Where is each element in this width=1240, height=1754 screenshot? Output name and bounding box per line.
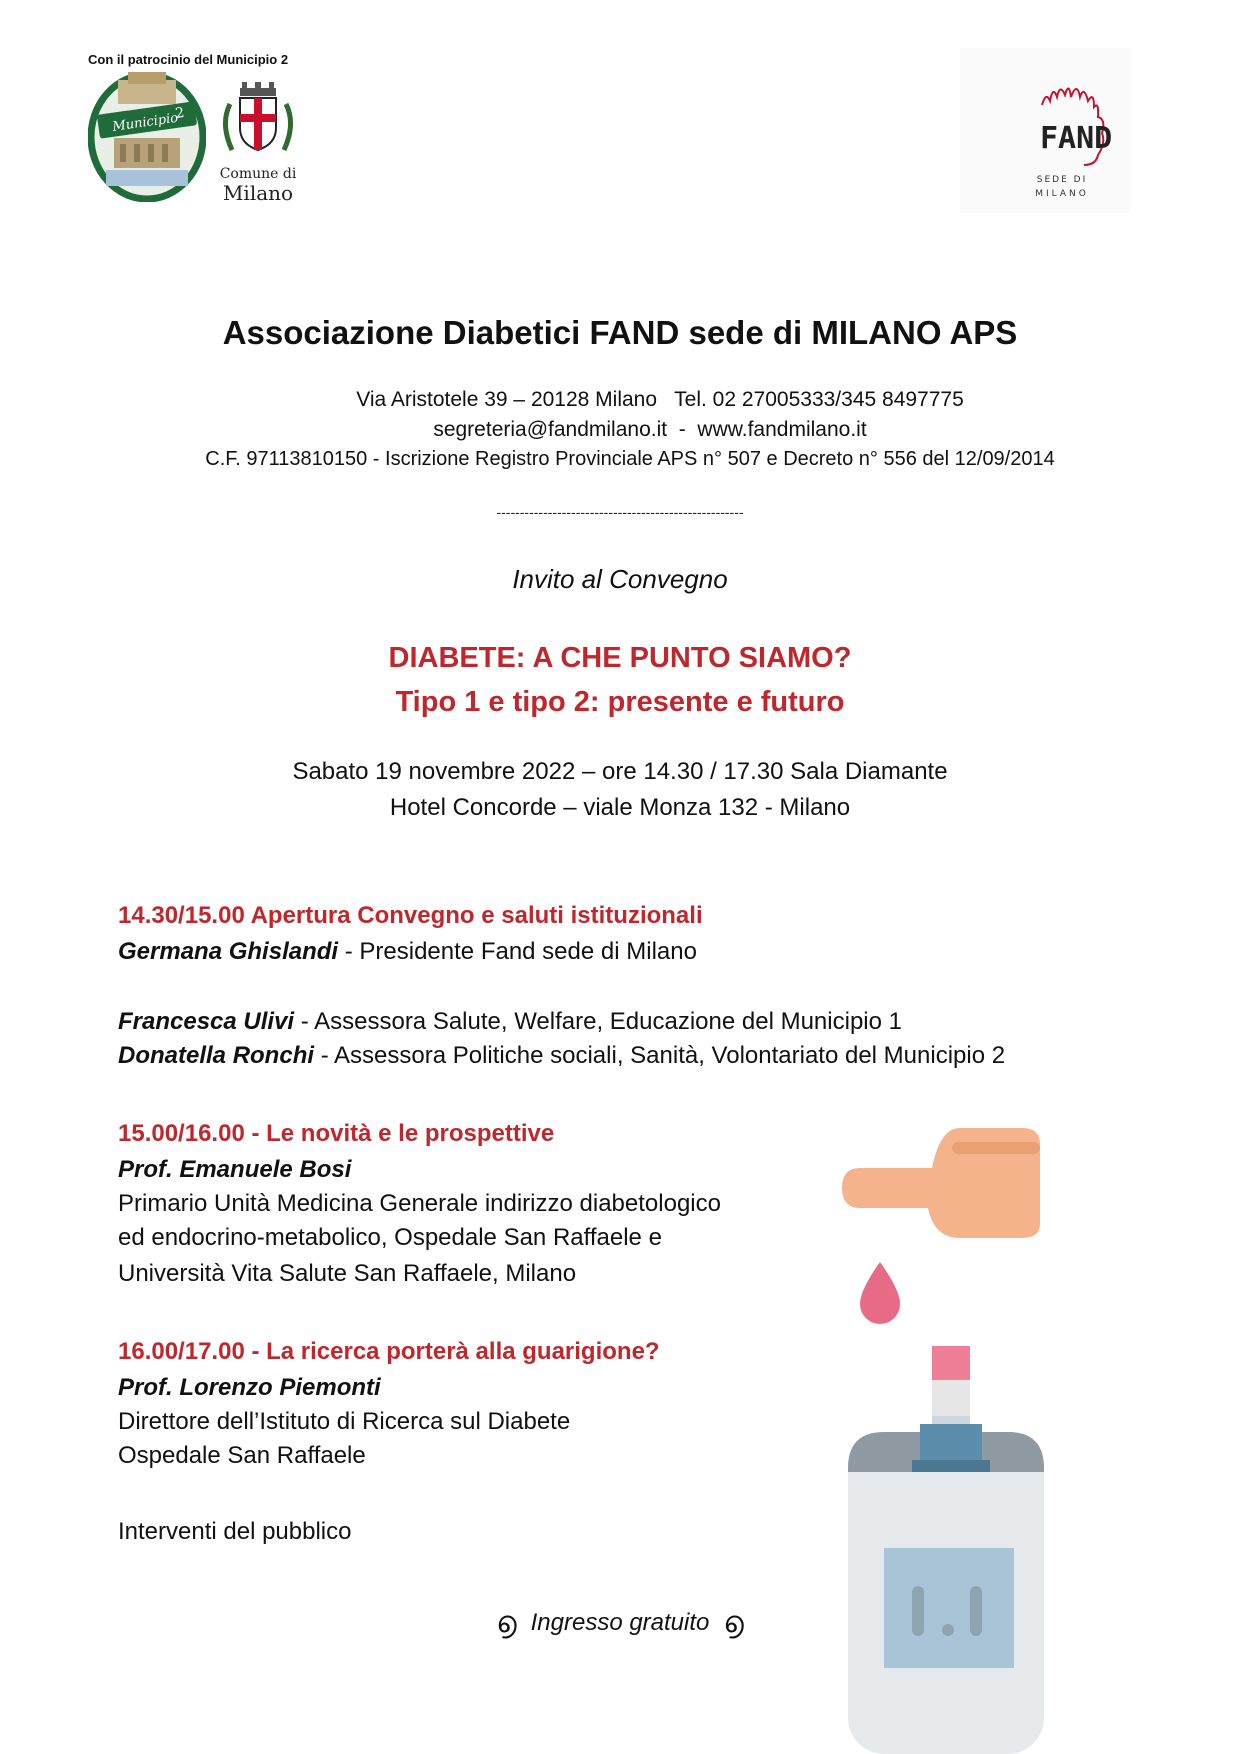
municipio-banner-text: Municipio xyxy=(111,110,180,135)
event-date: Sabato 19 novembre 2022 – ore 14.30 / 17.30 Sala Diamante xyxy=(292,758,948,785)
session-3-line-1: Direttore dell’Istituto di Ricerca sul Diabete xyxy=(118,1408,571,1435)
comune-text: Comune di xyxy=(219,166,297,182)
ingresso-text: Ingresso gratuito xyxy=(530,1609,710,1636)
event-venue: Hotel Concorde – viale Monza 132 - Milano xyxy=(389,794,851,821)
session-1-title: 14.30/15.00 Apertura Convegno e saluti istituzionali xyxy=(118,902,703,929)
session-1-speaker-2 xyxy=(118,1008,902,1036)
speaker-role: - Assessora Politiche sociali, Sanità, Volontariato del Municipio 2 xyxy=(314,1042,1006,1069)
org-title: Associazione Diabetici FAND sede di MILANO APS xyxy=(222,314,1018,351)
session-2-title: 15.00/16.00 - Le novità e le prospettive xyxy=(118,1120,555,1147)
session-3-title: 16.00/17.00 - La ricerca porterà alla guarigione? xyxy=(118,1338,660,1365)
org-registry: C.F. 97113810150 - Iscrizione Registro Provinciale APS n° 507 e Decreto n° 556 del 12/09/2014 xyxy=(205,448,1055,470)
fand-name: FAND xyxy=(1040,121,1113,156)
divider: ----------------------------------------------------- xyxy=(496,504,744,520)
session-1-speaker-3 xyxy=(118,1042,1005,1070)
municipio-number: 2 xyxy=(174,104,186,122)
event-title-2: Tipo 1 e tipo 2: presente e futuro xyxy=(395,686,845,718)
invito-heading: Invito al Convegno xyxy=(512,564,728,594)
org-address: Via Aristotele 39 – 20128 Milano Tel. 02 27005333/345 8497775 xyxy=(356,388,964,411)
fand-sub1: SEDE DI xyxy=(1036,175,1088,185)
fand-sub2: MILANO xyxy=(1035,189,1089,199)
milano-text: Milano xyxy=(222,181,294,205)
session-1-speaker-1 xyxy=(118,938,697,966)
session-3-line-2: Ospedale San Raffaele xyxy=(118,1442,366,1469)
ornament-right-icon: ൭ xyxy=(723,1606,744,1639)
interventi-text: Interventi del pubblico xyxy=(118,1518,352,1545)
event-title-1: DIABETE: A CHE PUNTO SIAMO? xyxy=(388,642,852,674)
municipio-2-logo xyxy=(88,72,206,202)
glucometer-illustration xyxy=(840,1120,1240,1754)
session-3-speaker: Prof. Lorenzo Piemonti xyxy=(118,1374,381,1401)
speaker-role: - Presidente Fand sede di Milano xyxy=(338,938,697,965)
blood-drop-icon xyxy=(860,1262,900,1324)
fand-logo xyxy=(960,48,1130,213)
session-2-line-3: Università Vita Salute San Raffaele, Milano xyxy=(118,1260,577,1287)
speaker-role: - Assessora Salute, Welfare, Educazione del Municipio 1 xyxy=(294,1008,902,1035)
comune-milano-logo xyxy=(212,82,304,208)
ornament-left-icon: ൭ xyxy=(496,1606,517,1639)
ingresso-line xyxy=(0,1606,1240,1640)
session-2-speaker: Prof. Emanuele Bosi xyxy=(118,1156,352,1183)
session-2-line-2: ed endocrino-metabolico, Ospedale San Raffaele e xyxy=(118,1224,662,1251)
org-web: segreteria@fandmilano.it - www.fandmilano.it xyxy=(433,418,867,441)
speaker-name: Germana Ghislandi xyxy=(118,938,339,965)
speaker-name: Francesca Ulivi xyxy=(118,1008,295,1035)
patrocinio-text: Con il patrocinio del Municipio 2 xyxy=(88,52,289,67)
speaker-name: Donatella Ronchi xyxy=(118,1042,315,1069)
session-2-line-1: Primario Unità Medicina Generale indirizzo diabetologico xyxy=(118,1190,721,1217)
